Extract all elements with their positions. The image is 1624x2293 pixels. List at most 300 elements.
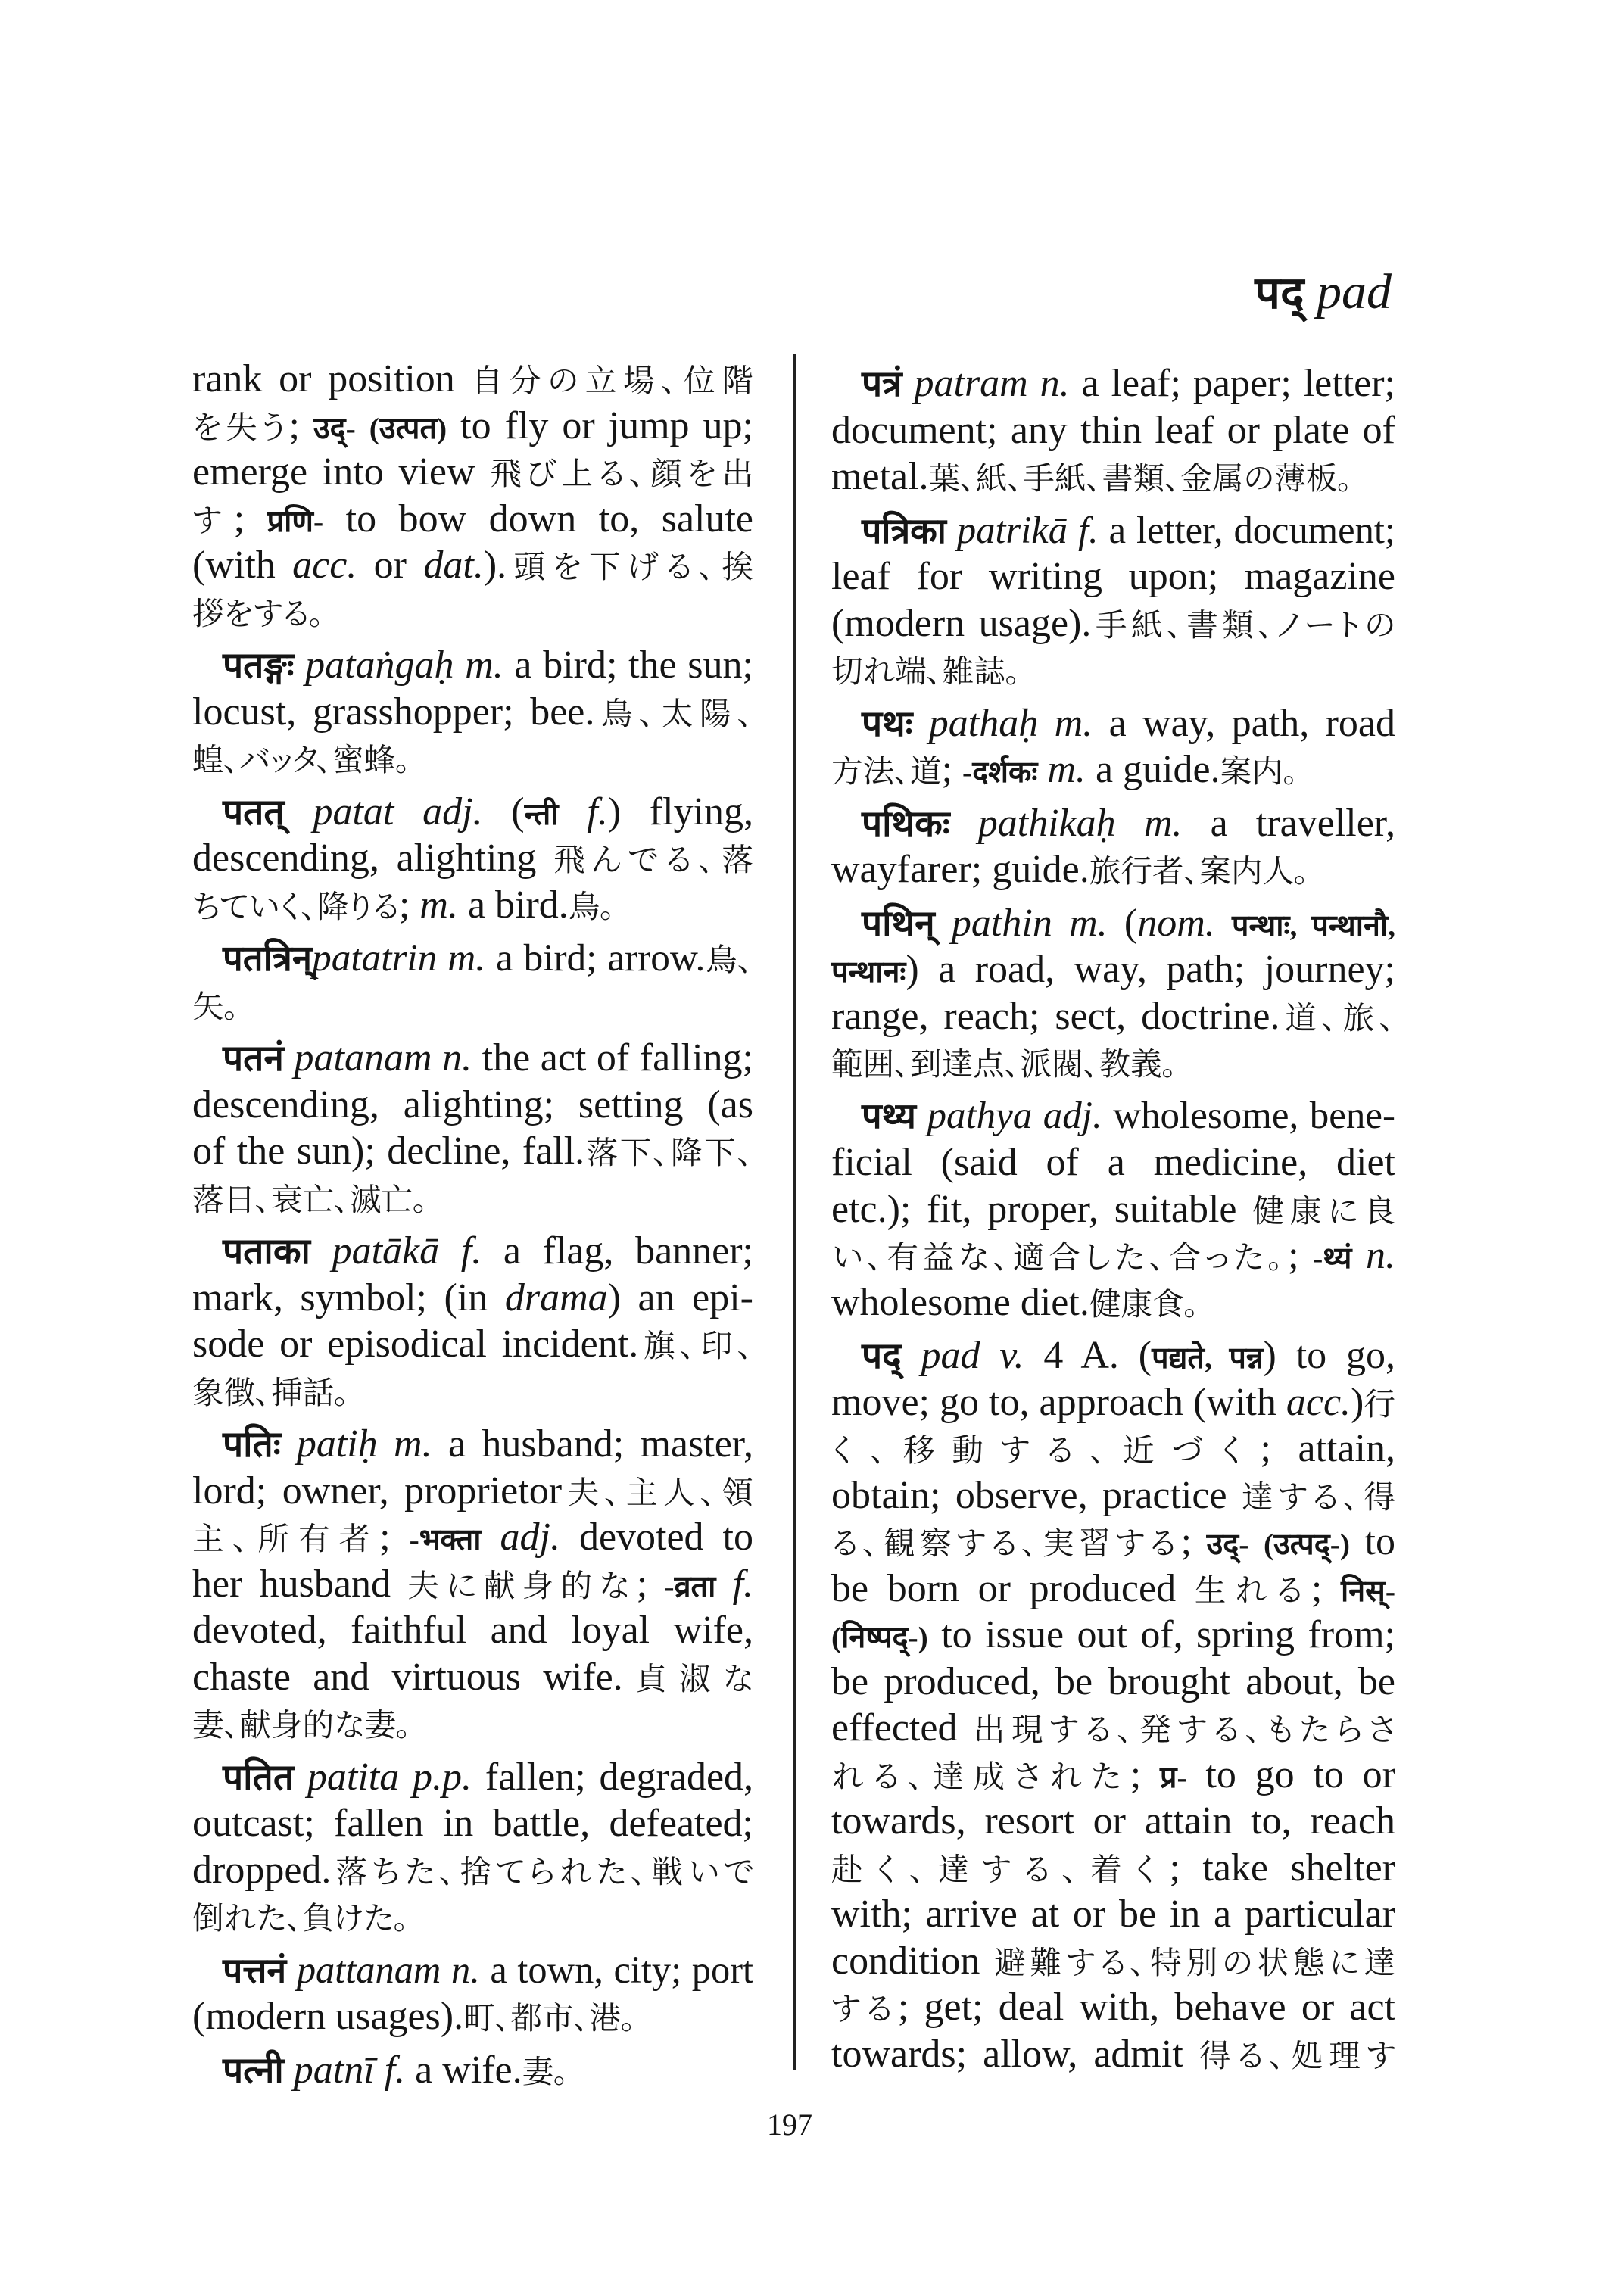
japanese-text: 切れ端、雑誌。: [831, 654, 1021, 689]
english-text: ;: [636, 1562, 665, 1606]
dictionary-entry: [831, 1093, 1395, 1326]
japanese-text: 拶をする。: [192, 596, 325, 631]
japanese-text: 夫、主人、領: [562, 1475, 753, 1510]
headword: पतत्रिन्: [223, 939, 313, 979]
italic-text: f.: [732, 1562, 753, 1606]
japanese-text: ちていく、降りる: [192, 889, 399, 924]
page-number: 197: [767, 2108, 812, 2142]
entry-line: [831, 1425, 1395, 1472]
japanese-text: 赴く、達する、着く: [831, 1852, 1170, 1887]
english-text: [916, 1095, 927, 1137]
english-text: chaste and virtuous wife.: [192, 1655, 623, 1699]
entry-line: [831, 1938, 1395, 1985]
entry-line: [192, 882, 753, 929]
entry-line: [831, 407, 1395, 454]
dictionary-entry: [831, 360, 1395, 500]
english-text: a leaf; paper; letter;: [1069, 362, 1395, 405]
english-text: the act of falling;: [472, 1036, 753, 1080]
entry-line: [192, 935, 753, 982]
entry-line: [192, 356, 753, 403]
english-text: [902, 1334, 921, 1377]
english-text: [280, 1422, 296, 1466]
japanese-text: 落日、衰亡、滅亡。: [192, 1182, 429, 1217]
english-text: with; arrive at or be in a particular: [831, 1893, 1395, 1936]
entry-line: [192, 1800, 753, 1847]
italic-text: nom.: [1137, 901, 1215, 945]
italic-text: patat adj.: [313, 790, 483, 833]
english-text: towards; allow, admit: [831, 2032, 1199, 2076]
english-text: wayfarer; guide.: [831, 848, 1089, 891]
english-text: ;: [288, 403, 313, 447]
entry-line: [192, 1128, 753, 1175]
japanese-text: 妻。: [522, 2054, 570, 2089]
english-text: obtain; observe, practice: [831, 1473, 1242, 1517]
japanese-text: 貞淑な: [622, 1661, 753, 1696]
entry-line: [192, 1947, 753, 1994]
entry-line: [192, 1700, 753, 1747]
english-text: a letter, document;: [1098, 508, 1395, 551]
dictionary-entry: [192, 1228, 753, 1414]
dictionary-entry: [192, 1947, 753, 2040]
english-text: etc.); fit, proper, suitable: [831, 1187, 1253, 1231]
english-text: ) an epi-: [607, 1276, 753, 1319]
english-text: ;: [1180, 1520, 1207, 1563]
english-text: be produced, be brought about, be: [831, 1659, 1395, 1703]
entry-line: [192, 1607, 753, 1654]
headword: पत्तनं: [223, 1952, 287, 1991]
japanese-text: 蝗、バッタ、蜜蜂。: [192, 743, 412, 777]
italic-text: drama: [504, 1276, 608, 1319]
headword: पतित: [223, 1757, 295, 1798]
english-text: [285, 790, 313, 833]
sanskrit-text: -दर्शकः: [962, 756, 1038, 789]
entry-line: [831, 453, 1395, 500]
entry-line: [192, 1035, 753, 1082]
entry-line: [831, 1519, 1395, 1566]
entry-line: [192, 403, 753, 450]
dictionary-entry: [192, 356, 753, 635]
italic-text: pataṅgaḥ m.: [305, 643, 503, 687]
sanskrit-text: पन्थानः: [831, 955, 906, 989]
english-text: locust, grasshopper; bee.: [192, 690, 595, 734]
sanskrit-text: (उत्पद्-): [1263, 1528, 1351, 1561]
japanese-text: 生れる: [1194, 1572, 1311, 1608]
entry-line: [192, 1847, 753, 1894]
english-text: ; take shelter: [1169, 1846, 1395, 1890]
english-text: a husband; master,: [432, 1422, 753, 1466]
entry-line: [831, 1039, 1395, 1086]
english-text: [284, 2048, 294, 2092]
headword: पत्नी: [223, 2050, 284, 2091]
dictionary-entry: [192, 1754, 753, 1940]
entry-line: [831, 1659, 1395, 1706]
japanese-text: 避難する、特別の状態に達: [994, 1945, 1395, 1980]
italic-text: patrikā f.: [956, 508, 1099, 551]
japanese-text: す: [192, 503, 234, 538]
english-text: ;: [941, 748, 963, 791]
english-text: (modern usage).: [831, 601, 1092, 645]
english-text: ;: [379, 1516, 410, 1559]
entry-line: [192, 1082, 753, 1129]
column-divider: [793, 354, 796, 2070]
english-text: to bow down to, salute: [323, 497, 753, 541]
english-text: a bird.: [457, 883, 569, 927]
entry-line: [831, 993, 1395, 1040]
italic-text: m.: [1047, 748, 1086, 791]
japanese-text: を失う: [192, 410, 289, 445]
headword: पद्: [862, 1336, 902, 1376]
english-text: ) to go,: [1263, 1334, 1395, 1377]
japanese-text: 主、所有者: [192, 1522, 380, 1556]
dictionary-entry: [831, 900, 1395, 1086]
english-text: ;: [398, 883, 420, 927]
english-text: a bird; the sun;: [503, 643, 753, 687]
english-text: [482, 1516, 500, 1559]
english-text: her husband: [192, 1562, 408, 1606]
italic-text: patākā f.: [332, 1229, 482, 1273]
italic-text: acc.: [1286, 1380, 1351, 1424]
japanese-text: 健康に良: [1252, 1193, 1395, 1229]
english-text: a wife.: [405, 2048, 522, 2092]
sanskrit-text: -व्रता: [664, 1569, 716, 1603]
headword: पतत्: [223, 792, 285, 833]
english-text: be born or produced: [831, 1566, 1195, 1610]
entry-line: [192, 1654, 753, 1701]
english-text: ; get; deal with, behave or act: [897, 1986, 1395, 2029]
english-text: fallen; degraded,: [472, 1755, 753, 1799]
italic-text: dat.: [423, 544, 484, 587]
dictionary-entry: [831, 1332, 1395, 2077]
entry-line: [192, 1893, 753, 1940]
english-text: of the sun); decline, fall.: [192, 1129, 585, 1173]
entry-line: [192, 689, 753, 736]
entry-line: [192, 1421, 753, 1468]
entry-line: [192, 982, 753, 1029]
entry-line: [192, 1321, 753, 1368]
dictionary-entry: [192, 1421, 753, 1747]
entry-line: [831, 1332, 1395, 1379]
italic-text: patatrin m.: [312, 936, 486, 980]
english-text: (modern usages).: [192, 1995, 464, 2038]
italic-text: pattanam n.: [296, 1948, 480, 1991]
english-text: [902, 362, 915, 405]
english-text: condition: [831, 1939, 995, 1983]
italic-text: pathikaḥ m.: [977, 801, 1183, 845]
header-headword: पद्: [1255, 268, 1304, 318]
japanese-text: 道、旅、: [1280, 1000, 1395, 1036]
entry-line: [831, 1279, 1395, 1326]
english-text: a bird; arrow.: [485, 936, 706, 980]
english-text: descending, alighting; setting (as: [192, 1083, 753, 1126]
japanese-text: 鳥、: [705, 942, 753, 977]
dictionary-entry: [192, 789, 753, 929]
japanese-text: 矢。: [192, 989, 240, 1024]
headword: पत्रिका: [862, 512, 946, 551]
sanskrit-text: (उत्पत): [369, 411, 447, 445]
entry-line: [831, 1139, 1395, 1186]
japanese-text: 落ちた、捨てられた、戦いで: [331, 1854, 753, 1890]
entry-line: [831, 1612, 1395, 1659]
italic-text: acc.: [292, 544, 357, 587]
japanese-text: 旗、印、: [638, 1329, 753, 1363]
japanese-text: 町、都市、港。: [463, 2001, 637, 2036]
english-text: wholesome, bene-: [1102, 1094, 1395, 1137]
entry-line: [831, 646, 1395, 693]
entry-line: [831, 2031, 1395, 2078]
japanese-text: 鳥、太陽、: [594, 696, 753, 731]
italic-text: pathin m.: [951, 901, 1108, 945]
headword: पथिन्: [862, 903, 935, 944]
english-text: ;: [1311, 1566, 1341, 1610]
entry-line: [831, 1705, 1395, 1752]
entry-line: [192, 1175, 753, 1222]
japanese-text: く、移動する、近づく: [831, 1433, 1261, 1468]
japanese-text: 得る、処理す: [1199, 2038, 1395, 2073]
right-column: [831, 360, 1395, 2077]
entry-line: [831, 1752, 1395, 1799]
japanese-text: 旅行者、案内人。: [1089, 854, 1310, 889]
sanskrit-text: न्ती: [524, 797, 559, 831]
english-text: to issue out of, spring from;: [927, 1613, 1395, 1656]
english-text: devoted, faithful and loyal wife,: [192, 1609, 753, 1652]
italic-text: patnī f.: [293, 2048, 406, 2092]
sanskrit-text: पद्यते, पन्न: [1152, 1341, 1264, 1375]
english-text: ; attain,: [1260, 1427, 1395, 1470]
entry-line: [192, 835, 753, 882]
italic-text: patita p.p.: [307, 1755, 472, 1799]
japanese-text: 健康食。: [1089, 1286, 1200, 1322]
japanese-text: 飛び上る、顔を出: [490, 456, 753, 491]
english-text: emerge into view: [192, 450, 491, 494]
english-text: sode or episodical incident.: [192, 1323, 639, 1366]
entry-line: [831, 1891, 1395, 1938]
japanese-text: 案内。: [1220, 754, 1299, 789]
headword: पत्रं: [862, 364, 902, 404]
japanese-text: 倒れた、負けた。: [192, 1901, 410, 1936]
japanese-text: 妻、献身的な妻。: [192, 1708, 412, 1743]
english-text: ).: [483, 544, 507, 587]
english-text: (with: [192, 544, 293, 587]
english-text: to fly or jump up;: [447, 403, 753, 447]
english-text: ;: [1130, 1752, 1160, 1796]
english-text: [294, 643, 305, 687]
entry-line: [831, 846, 1395, 893]
english-text: ) flying,: [607, 790, 753, 833]
english-text: [1037, 748, 1047, 791]
entry-line: [192, 1514, 753, 1561]
japanese-text: 自分の立場、位階: [471, 363, 753, 398]
english-text: devoted to: [560, 1516, 753, 1559]
sanskrit-text: (निष्पद्-): [831, 1621, 928, 1654]
italic-text: adj.: [500, 1516, 560, 1559]
japanese-text: 方法、道: [831, 754, 942, 789]
entry-line: [192, 542, 753, 589]
english-text: (: [482, 790, 525, 833]
english-text: descending, alighting: [192, 837, 554, 880]
dictionary-entry: [831, 507, 1395, 693]
english-text: or: [357, 544, 424, 587]
entry-line: [831, 1845, 1395, 1892]
english-text: wholesome diet.: [831, 1280, 1089, 1324]
entry-line: [831, 1566, 1395, 1612]
english-text: rank or position: [192, 357, 472, 400]
english-text: [294, 1756, 307, 1799]
entry-line: [831, 900, 1395, 947]
running-header: [1255, 265, 1392, 320]
english-text: move; go to, approach (with: [831, 1380, 1286, 1424]
english-text: to go to or: [1186, 1752, 1395, 1796]
headword: पतिः: [223, 1425, 281, 1465]
dictionary-entry: [192, 935, 753, 1028]
italic-text: n.: [1366, 1234, 1395, 1277]
japanese-text: 手紙、書類、ノートの: [1091, 607, 1395, 643]
sanskrit-text: पन्थाः, पन्थानौ,: [1232, 908, 1395, 942]
japanese-text: 行: [1364, 1386, 1395, 1422]
sanskrit-text: प्र-: [1159, 1760, 1187, 1794]
english-text: a town, city; port: [479, 1948, 753, 1991]
english-text: [286, 1949, 297, 1991]
japanese-text: 範囲、到達点、派閥、教義。: [831, 1047, 1178, 1082]
english-text: ficial (said of a medicine, diet: [831, 1141, 1395, 1184]
sanskrit-text: उद्-: [1206, 1528, 1249, 1561]
entry-line: [831, 1186, 1395, 1233]
english-text: [935, 902, 952, 945]
english-text: outcast; fallen in battle, defeated;: [192, 1802, 753, 1845]
english-text: leaf for writing upon; magazine: [831, 555, 1395, 598]
japanese-text: れる、達成された: [831, 1759, 1130, 1794]
japanese-text: 頭を下げる、挨: [507, 550, 753, 584]
entry-line: [831, 700, 1395, 747]
english-text: [310, 1229, 332, 1273]
entry-line: [192, 1275, 753, 1322]
entry-line: [192, 1993, 753, 2040]
entry-line: [192, 589, 753, 636]
italic-text: pathya adj.: [927, 1094, 1102, 1137]
entry-line: [192, 1561, 753, 1608]
header-transliteration: pad: [1317, 264, 1392, 319]
english-text: ) a road, way, path; journey;: [906, 948, 1395, 991]
entry-line: [192, 642, 753, 689]
dictionary-entry: [192, 1035, 753, 1221]
entry-line: [831, 1232, 1395, 1279]
english-text: ): [1351, 1380, 1364, 1424]
entry-line: [192, 1754, 753, 1801]
english-text: a flag, banner;: [482, 1229, 753, 1273]
entry-line: [831, 800, 1395, 847]
english-text: a traveller,: [1182, 801, 1395, 845]
left-column: [192, 356, 753, 2093]
english-text: [1248, 1520, 1264, 1563]
english-text: [715, 1562, 732, 1606]
english-text: effected: [831, 1706, 974, 1749]
italic-text: patram n.: [914, 362, 1070, 405]
japanese-text: 達する、得: [1241, 1479, 1395, 1515]
english-text: document; any thin leaf or plate of: [831, 408, 1395, 452]
entry-line: [192, 449, 753, 496]
english-text: a way, path, road: [1093, 701, 1395, 745]
japanese-text: い、有益な、適合した、合った。: [831, 1240, 1289, 1275]
english-text: [559, 790, 588, 833]
sanskrit-text: प्रणि-: [267, 504, 324, 538]
headword: पताका: [223, 1232, 310, 1272]
italic-text: pathaḥ m.: [928, 701, 1093, 745]
italic-text: pad v.: [921, 1334, 1024, 1377]
entry-line: [192, 789, 753, 836]
italic-text: patiḥ m.: [296, 1422, 432, 1466]
japanese-text: する: [831, 1992, 898, 2027]
italic-text: patanam n.: [294, 1036, 472, 1080]
entry-line: [831, 360, 1395, 407]
entry-line: [192, 2047, 753, 2094]
english-text: metal.: [831, 455, 929, 498]
japanese-text: 象徴、挿話。: [192, 1375, 350, 1410]
english-text: [284, 1036, 295, 1080]
english-text: to: [1350, 1520, 1395, 1563]
headword: पथिकः: [862, 803, 950, 844]
english-text: lord; owner, proprietor: [192, 1469, 563, 1513]
japanese-text: 葉、紙、手紙、書類、金属の薄板。: [928, 461, 1354, 496]
english-text: range, reach; sect, doctrine.: [831, 994, 1280, 1038]
english-text: [1215, 902, 1232, 945]
headword: पतनं: [223, 1039, 284, 1079]
sanskrit-text: -भक्ता: [409, 1523, 482, 1556]
headword: पथः: [862, 703, 913, 744]
entry-line: [192, 496, 753, 543]
entry-line: [831, 1798, 1395, 1845]
entry-line: [192, 1468, 753, 1515]
english-text: towards, resort or attain to, reach: [831, 1799, 1395, 1843]
dictionary-entry: [192, 2047, 753, 2094]
entry-line: [831, 1472, 1395, 1519]
english-text: [950, 802, 978, 845]
japanese-text: 落下、降下、: [584, 1136, 753, 1170]
english-text: ;: [1288, 1234, 1314, 1277]
dictionary-entry: [831, 800, 1395, 893]
english-text: mark, symbol; (in: [192, 1276, 505, 1319]
japanese-text: 鳥。: [568, 889, 616, 924]
entry-line: [192, 1368, 753, 1415]
english-text: 4 A. (: [1024, 1334, 1152, 1377]
entry-line: [831, 1984, 1395, 2031]
dictionary-entry: [192, 642, 753, 782]
italic-text: m.: [419, 883, 458, 927]
japanese-text: 夫に献身的な: [407, 1568, 637, 1603]
english-text: a guide.: [1085, 748, 1220, 791]
entry-line: [831, 1093, 1395, 1140]
japanese-text: る、観察する、実習する: [831, 1526, 1181, 1561]
sanskrit-text: उद्-: [313, 411, 356, 445]
english-text: [1351, 1234, 1366, 1277]
english-text: [946, 509, 957, 551]
english-text: [356, 404, 369, 447]
english-text: ;: [233, 497, 267, 541]
entry-line: [831, 507, 1395, 554]
japanese-text: 飛んでる、落: [553, 843, 753, 877]
entry-line: [831, 1379, 1395, 1426]
italic-text: f.: [587, 790, 608, 833]
entry-line: [831, 600, 1395, 647]
entry-line: [831, 553, 1395, 600]
sanskrit-text: निस्-: [1340, 1574, 1395, 1608]
english-text: dropped.: [192, 1848, 332, 1892]
entry-line: [192, 1228, 753, 1275]
dictionary-entry: [831, 700, 1395, 793]
sanskrit-text: -थ्यं: [1313, 1242, 1352, 1275]
english-text: (: [1107, 901, 1138, 945]
headword: पथ्य: [862, 1096, 916, 1136]
entry-line: [831, 746, 1395, 793]
headword: पतङ्गः: [223, 646, 295, 686]
